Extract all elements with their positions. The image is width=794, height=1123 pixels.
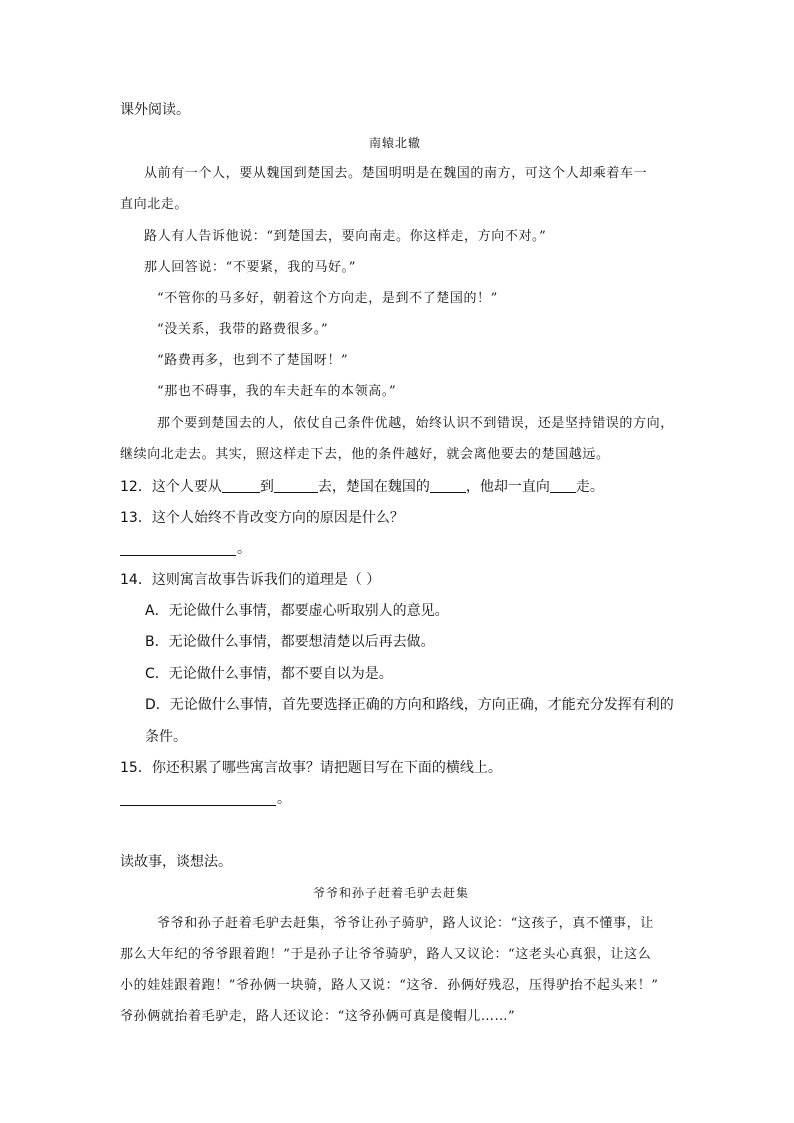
- answer-blank-to[interactable]: [274, 477, 318, 493]
- answer-blank-direction-of-chu[interactable]: [430, 477, 466, 493]
- story-line: 继续向北走去。其实，照这样走下去，他的条件越好，就会离他要去的楚国越远。: [120, 447, 610, 462]
- section-heading: 读故事，谈想法。: [120, 854, 232, 870]
- story-line: “没关系，我带的路费很多。”: [157, 322, 329, 337]
- answer-line-13[interactable]: [120, 555, 236, 556]
- option-b[interactable]: B．无论做什么事情，都要想清楚以后再去做。: [145, 634, 435, 650]
- answer-line-15[interactable]: [120, 805, 276, 806]
- question-15: 15．你还积累了哪些寓言故事？请把题目写在下面的横线上。: [120, 760, 502, 776]
- story-line: 爷爷和孙子赶着毛驴去赶集，爷爷让孙子骑驴，路人议论：“这孩子，真不懂事，让: [157, 916, 654, 931]
- story-line: 那个要到楚国去的人，依仗自己条件优越，始终认识不到错误，还是坚持错误的方向，: [157, 416, 674, 431]
- answer-blank-from[interactable]: [222, 477, 260, 493]
- option-a[interactable]: A．无论做什么事情，都要虚心听取别人的意见。: [145, 603, 449, 619]
- answer-line-end: 。: [237, 541, 251, 557]
- section-heading: 课外阅读。: [120, 102, 190, 118]
- story-line: 那么大年纪的爷爷跟着跑！”于是孙子让爷爷骑驴，路人又议论：“这老头心真狠，让这么: [120, 947, 652, 962]
- story-line: 那人回答说：“不要紧，我的马好。”: [144, 260, 356, 275]
- question-12-part: 12．这个人要从: [120, 479, 222, 495]
- story-line: 小的娃娃跟着跑！”爷孙俩一块骑，路人又说：“这爷．孙俩好残忍，压得驴抬不起头来！”: [120, 978, 659, 993]
- story-line: 路人有人告诉他说：“到楚国去，要向南走。你这样走，方向不对。”: [144, 229, 547, 244]
- option-d-continued: 条件。: [145, 729, 187, 745]
- answer-line-end: 。: [277, 791, 291, 807]
- question-12-part: 走。: [575, 479, 604, 495]
- story-line: “那也不碍事，我的车夫赶车的本领高。”: [157, 384, 397, 399]
- question-12-part: 去，楚国在魏国的: [317, 479, 430, 495]
- story-line: 从前有一个人，要从魏国到楚国去。楚国明明是在魏国的南方，可这个人却乘着车一: [144, 166, 648, 181]
- story-line: “不管你的马多好，朝着这个方向走，是到不了楚国的！”: [157, 291, 498, 306]
- question-12: [120, 477, 604, 497]
- option-c[interactable]: C．无论做什么事情，都不要自以为是。: [145, 666, 393, 682]
- story-line: 直向北走。: [120, 197, 189, 212]
- story-line: “路费再多，也到不了楚国呀！”: [157, 353, 349, 368]
- answer-blank-heading[interactable]: [550, 477, 576, 493]
- question-12-part: ，他却一直向: [465, 479, 550, 495]
- question-13: 13．这个人始终不肯改变方向的原因是什么？: [120, 510, 404, 526]
- story-title: 南辕北辙: [369, 136, 422, 150]
- option-d[interactable]: D．无论做什么事情，首先要选择正确的方向和路线，方向正确，才能充分发挥有利的: [145, 697, 674, 713]
- story-line: 爷孙俩就抬着毛驴走，路人还议论：“这爷孙俩可真是傻帽儿……”: [120, 1009, 516, 1024]
- story-title: 爷爷和孙子赶着毛驴去赶集: [313, 886, 470, 900]
- question-12-part: 到: [259, 479, 274, 495]
- question-14: 14．这则寓言故事告诉我们的道理是（ ）: [120, 572, 381, 588]
